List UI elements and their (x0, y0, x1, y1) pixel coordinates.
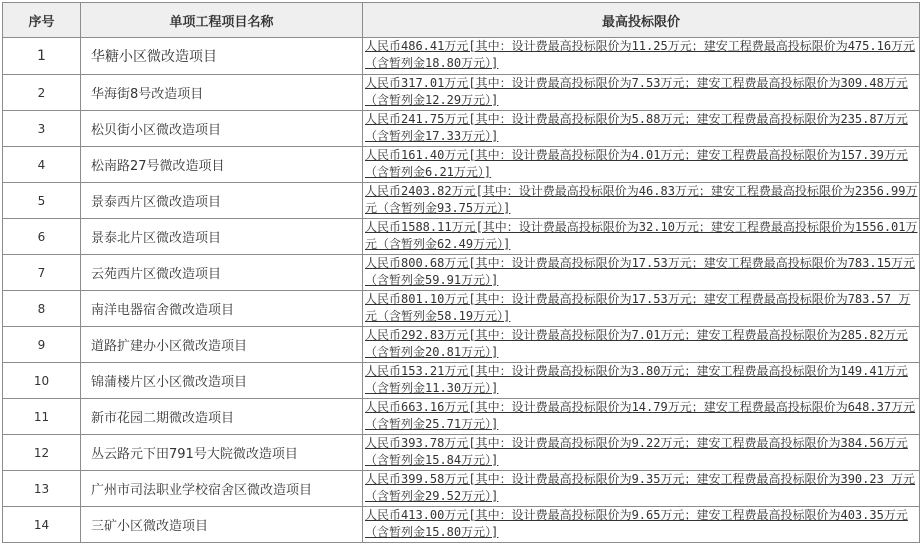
row-max-bid-price: 人民币317.01万元[其中：设计费最高投标限价为7.53万元；建安工程费最高投标限价为309.48万元（含暂列金12.29万元）] (363, 75, 920, 111)
row-project-name: 华糖小区微改造项目 (81, 38, 363, 75)
table-row (3, 471, 920, 507)
row-max-bid-price: 人民币486.41万元[其中：设计费最高投标限价为11.25万元；建安工程费最高投标限价为475.16万元（含暂列金18.80万元）] (363, 38, 920, 75)
table-row (3, 183, 920, 219)
row-max-bid-price: 人民币413.00万元[其中：设计费最高投标限价为9.65万元；建安工程费最高投标限价为403.35万元（含暂列金15.80万元）] (363, 507, 920, 543)
row-project-name: 华海街8号改造项目 (81, 75, 363, 111)
row-max-bid-price: 人民币161.40万元[其中：设计费最高投标限价为4.01万元；建安工程费最高投标限价为157.39万元（含暂列金6.21万元）] (363, 147, 920, 183)
row-project-name: 松贝街小区微改造项目 (81, 111, 363, 147)
row-project-name: 景泰西片区微改造项目 (81, 183, 363, 219)
table-row (3, 255, 920, 291)
row-project-name: 丛云路元下田791号大院微改造项目 (81, 435, 363, 471)
price-table-container (2, 2, 920, 543)
row-max-bid-price: 人民币393.78万元[其中：设计费最高投标限价为9.22万元；建安工程费最高投标限价为384.56万元（含暂列金15.84万元）] (363, 435, 920, 471)
row-project-name: 新市花园二期微改造项目 (81, 399, 363, 435)
row-max-bid-price: 人民币241.75万元[其中：设计费最高投标限价为5.88万元；建安工程费最高投标限价为235.87万元（含暂列金17.33万元）] (363, 111, 920, 147)
row-project-name: 景泰北片区微改造项目 (81, 219, 363, 255)
row-index: 10 (3, 363, 81, 399)
price-table (2, 2, 920, 543)
table-header-row (3, 3, 920, 38)
row-max-bid-price: 人民币1588.11万元[其中：设计费最高投标限价为32.10万元；建安工程费最高投标限价为1556.01万元（含暂列金62.49万元）] (363, 219, 920, 255)
row-project-name: 松南路27号微改造项目 (81, 147, 363, 183)
row-project-name: 道路扩建办小区微改造项目 (81, 327, 363, 363)
row-max-bid-price: 人民币153.21万元[其中：设计费最高投标限价为3.80万元；建安工程费最高投标限价为149.41万元（含暂列金11.30万元）] (363, 363, 920, 399)
header-index: 序号 (3, 3, 81, 38)
table-row (3, 219, 920, 255)
row-project-name: 三矿小区微改造项目 (81, 507, 363, 543)
row-index: 12 (3, 435, 81, 471)
row-index: 6 (3, 219, 81, 255)
row-project-name: 南洋电器宿舍微改造项目 (81, 291, 363, 327)
row-project-name: 广州市司法职业学校宿舍区微改造项目 (81, 471, 363, 507)
row-index: 3 (3, 111, 81, 147)
row-index: 5 (3, 183, 81, 219)
table-row (3, 327, 920, 363)
row-project-name: 云苑西片区微改造项目 (81, 255, 363, 291)
row-index: 1 (3, 38, 81, 75)
table-body (3, 38, 920, 543)
row-index: 8 (3, 291, 81, 327)
table-row (3, 363, 920, 399)
row-index: 4 (3, 147, 81, 183)
row-index: 2 (3, 75, 81, 111)
row-index: 9 (3, 327, 81, 363)
row-max-bid-price: 人民币399.58万元[其中：设计费最高投标限价为9.35万元；建安工程费最高投标限价为390.23 万元（含暂列金29.52万元）] (363, 471, 920, 507)
table-row (3, 507, 920, 543)
table-row (3, 435, 920, 471)
row-max-bid-price: 人民币800.68万元[其中：设计费最高投标限价为17.53万元；建安工程费最高投标限价为783.15万元（含暂列金59.91万元）] (363, 255, 920, 291)
row-index: 7 (3, 255, 81, 291)
header-max-bid-price: 最高投标限价 (363, 3, 920, 38)
table-row (3, 147, 920, 183)
table-row (3, 291, 920, 327)
row-index: 13 (3, 471, 81, 507)
table-row (3, 38, 920, 75)
row-project-name: 锦蒲楼片区小区微改造项目 (81, 363, 363, 399)
row-max-bid-price: 人民币663.16万元[其中：设计费最高投标限价为14.79万元；建安工程费最高投标限价为648.37万元（含暂列金25.71万元）] (363, 399, 920, 435)
table-row (3, 399, 920, 435)
row-max-bid-price: 人民币292.83万元[其中：设计费最高投标限价为7.01万元；建安工程费最高投标限价为285.82万元（含暂列金20.81万元）] (363, 327, 920, 363)
table-row (3, 75, 920, 111)
row-index: 14 (3, 507, 81, 543)
row-index: 11 (3, 399, 81, 435)
header-project-name: 单项工程项目名称 (81, 3, 363, 38)
row-max-bid-price: 人民币801.10万元[其中：设计费最高投标限价为17.53万元；建安工程费最高投标限价为783.57 万元（含暂列金58.19万元）] (363, 291, 920, 327)
row-max-bid-price: 人民币2403.82万元[其中：设计费最高投标限价为46.83万元；建安工程费最高投标限价为2356.99万元（含暂列金93.75万元）] (363, 183, 920, 219)
table-row (3, 111, 920, 147)
